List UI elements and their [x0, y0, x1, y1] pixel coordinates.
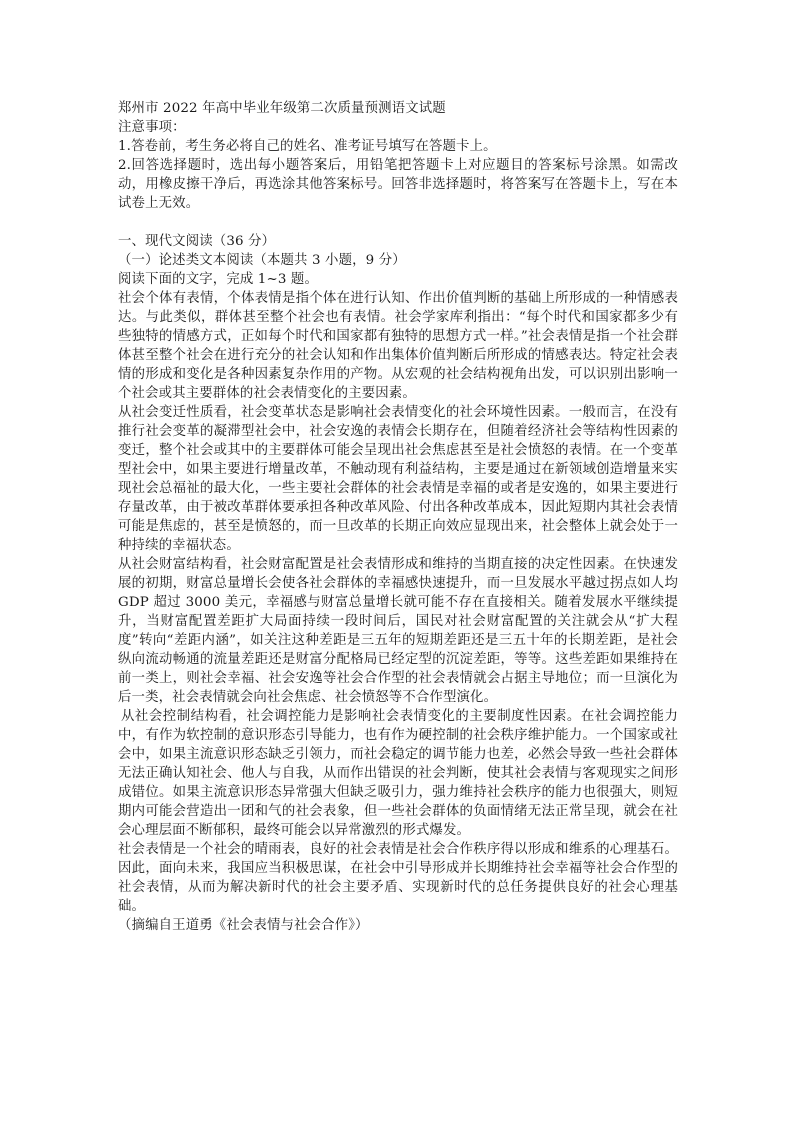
- section-heading: 一、现代文阅读（36 分）: [118, 234, 276, 249]
- exam-title: 郑州市 2022 年高中毕业年级第二次质量预测语文试题: [118, 101, 446, 116]
- spacer: [118, 213, 678, 232]
- paragraph-1: 社会个体有表情，个体表情是指个体在进行认知、作出价值判断的基础上所形成的一种情感表达。与此类似，群体甚至整个社会也有表情。社会学家库利指出：“每个时代和国家都多少有些独特的情感方式，正如每个时代和国家都有独特的思想方式一样。”社会表情是指一个社会群体甚至整个社会在进行充分的社会认知和作出集体价值判断后所形成的情感表达。特定社会表情的形成和变化是各种因素复杂作用的产物。从宏观的社会结构视角出发，可以识别出影响一个社会或其主要群体的社会表情变化的主要因素。: [118, 291, 678, 401]
- notice-heading: 注意事项：: [118, 120, 186, 135]
- notice-item-2: 2.回答选择题时，选出每小题答案后，用铅笔把答题卡上对应题目的答案标号涂黑。如需改动，用橡皮擦干净后，再选涂其他答案标号。回答非选择题时，将答案写在答题卡上，写在本试卷上无效。: [118, 158, 678, 211]
- source-citation: （摘编自王道勇《社会表情与社会合作》）: [118, 918, 369, 933]
- exam-page: [118, 99, 678, 935]
- notice-item-1: 1.答卷前，考生务必将自己的姓名、准考证号填写在答题卡上。: [118, 139, 497, 154]
- section-subheading: （一）论述类文本阅读（本题共 3 小题，9 分）: [118, 253, 406, 268]
- paragraph-4: 从社会控制结构看，社会调控能力是影响社会表情变化的主要制度性因素。在社会调控能力中，有作为软控制的意识形态引导能力，也有作为硬控制的社会秩序维护能力。一个国家或社会中，如果主流意识形态缺乏引领力，而社会稳定的调节能力也差，必然会导致一些社会群体无法正确认知社会、他人与自我，从而作出错误的社会判断，使其社会表情与客观现实之间形成错位。如果主流意识形态异常强大但缺乏吸引力，强力维持社会秩序的能力也很强大，则短期内可能会营造出一团和气的社会表象，但一些社会群体的负面情绪无法正常呈现，就会在社会心理层面不断郁积，最终可能会以异常激烈的形式爆发。: [118, 709, 678, 838]
- reading-instruction: 阅读下面的文字，完成 1~3 题。: [118, 272, 319, 287]
- paragraph-3: 从社会财富结构看，社会财富配置是社会表情形成和维持的当期直接的决定性因素。在快速发展的初期，财富总量增长会使各社会群体的幸福感快速提升，而一旦发展水平越过拐点如人均 GDP 超过 3000 美元，幸福感与财富总量增长就可能不存在直接相关。随着发展水平继续提升，当财富配置差距扩大局面持续一段时间后，国民对社会财富配置的关注就会从“扩大程度”转向“差距内涵”，如关注这种差距是三五年的短期差距还是三五十年的长期差距，是社会纵向流动畅通的流量差距还是财富分配格局已经定型的沉淀差距，等等。这些差距如果维持在前一类上，则社会幸福、社会安逸等社会合作型的社会表情就会占据主导地位；而一旦演化为后一类，社会表情就会向社会焦虑、社会愤怒等不合作型演化。: [118, 557, 678, 705]
- paragraph-5: 社会表情是一个社会的晴雨表，良好的社会表情是社会合作秩序得以形成和维系的心理基石。因此，面向未来，我国应当积极思谋，在社会中引导形成并长期维持社会幸福等社会合作型的社会表情，从而为解决新时代的社会主要矛盾、实现新时代的总任务提供良好的社会心理基础。: [118, 842, 678, 914]
- paragraph-2: 从社会变迁性质看，社会变革状态是影响社会表情变化的社会环境性因素。一般而言，在没有推行社会变革的凝滞型社会中，社会安逸的表情会长期存在，但随着经济社会等结构性因素的变迁，整个社会或其中的主要群体可能会呈现出社会焦虑甚至是社会愤怒的表情。在一个变革型社会中，如果主要进行增量改革，不触动现有利益结构，主要是通过在新领域创造增量来实现社会总福祉的最大化，一些主要社会群体的社会表情是幸福的或者是安逸的，如果主要进行存量改革，由于被改革群体要承担各种改革风险、付出各种改革成本，因此短期内其社会表情可能是焦虑的，甚至是愤怒的，而一旦改革的长期正向效应显现出来，社会整体上就会处于一种持续的幸福状态。: [118, 405, 678, 553]
